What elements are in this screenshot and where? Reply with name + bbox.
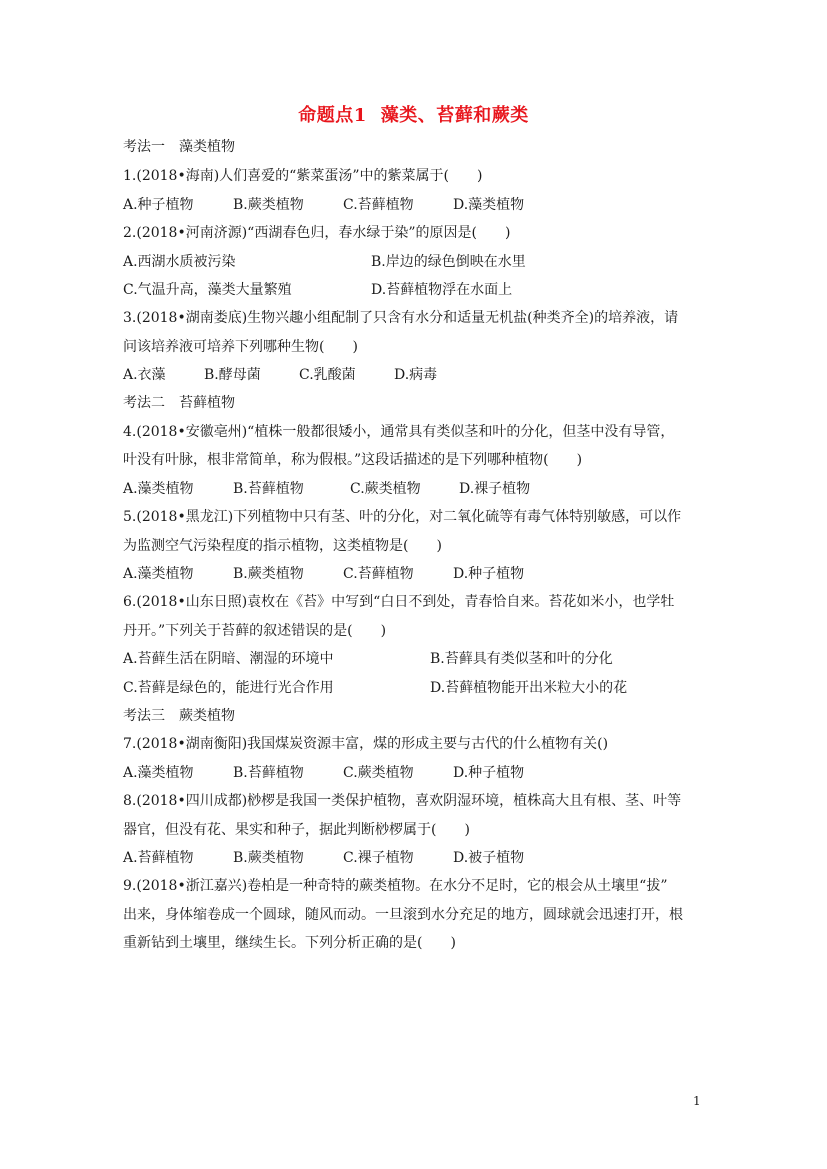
option: C.苔藓是绿色的，能进行光合作用 <box>123 680 334 696</box>
section-heading: 考法三 蕨类植物 <box>123 708 235 724</box>
option: B.蕨类植物 <box>233 197 304 213</box>
option: B.苔藓植物 <box>233 481 304 497</box>
option: A.西湖水质被污染 <box>123 254 236 270</box>
option: C.乳酸菌 <box>299 367 356 383</box>
page-number: 1 <box>693 1094 701 1108</box>
question-text: 为监测空气污染程度的指示植物，这类植物是( ) <box>123 538 442 554</box>
question-text: 2.(2018•河南济源)“西湖春色归，春水绿于染”的原因是( ) <box>123 225 511 241</box>
option: B.蕨类植物 <box>233 850 304 866</box>
question-text: 叶没有叶脉，根非常简单，称为假根。”这段话描述的是下列哪种植物( ) <box>123 452 583 468</box>
option: B.苔藓植物 <box>233 765 304 781</box>
option: D.苔藓植物能开出米粒大小的花 <box>430 680 628 696</box>
question-text: 8.(2018•四川成都)桫椤是我国一类保护植物，喜欢阴湿环境，植株高大且有根、茎、叶等 <box>123 793 682 809</box>
option: A.苔藓植物 <box>123 850 194 866</box>
question-text: 7.(2018•湖南衡阳)我国煤炭资源丰富，煤的形成主要与古代的什么植物有关() <box>123 736 609 752</box>
option: D.被子植物 <box>453 850 525 866</box>
option: B.酵母菌 <box>204 367 261 383</box>
option: C.苔藓植物 <box>343 566 414 582</box>
option: B.苔藓具有类似茎和叶的分化 <box>430 651 613 667</box>
option: D.藻类植物 <box>453 197 525 213</box>
option: C.苔藓植物 <box>343 197 414 213</box>
question-text: 6.(2018•山东日照)袁枚在《苔》中写到“白日不到处，青春恰自来。苔花如米小，也学牡 <box>123 594 675 610</box>
question-text: 9.(2018•浙江嘉兴)卷柏是一种奇特的蕨类植物。在水分不足时，它的根会从土壤里“拔” <box>123 878 668 894</box>
question-text: 丹开。”下列关于苔藓的叙述错误的是( ) <box>123 623 387 639</box>
page-title <box>0 101 827 127</box>
option: D.种子植物 <box>453 765 525 781</box>
title-part1: 命题点1 <box>298 105 367 126</box>
option: D.苔藓植物浮在水面上 <box>371 282 513 298</box>
question-text: 问该培养液可培养下列哪种生物( ) <box>123 339 358 355</box>
option: D.病毒 <box>394 367 438 383</box>
option: B.蕨类植物 <box>233 566 304 582</box>
option: D.裸子植物 <box>459 481 531 497</box>
question-text: 3.(2018•湖南娄底)生物兴趣小组配制了只含有水分和适量无机盐(种类齐全)的培养液，请 <box>123 310 679 326</box>
option: C.蕨类植物 <box>350 481 421 497</box>
option: B.岸边的绿色倒映在水里 <box>371 254 526 270</box>
option: A.种子植物 <box>123 197 194 213</box>
option: A.苔藓生活在阴暗、潮湿的环境中 <box>123 651 334 667</box>
section-heading: 考法一 藻类植物 <box>123 139 235 155</box>
question-text: 重新钻到土壤里，继续生长。下列分析正确的是( ) <box>123 935 456 951</box>
option: C.蕨类植物 <box>343 765 414 781</box>
question-text: 4.(2018•安徽亳州)“植株一般都很矮小，通常具有类似茎和叶的分化，但茎中没有导管， <box>123 424 675 440</box>
option: D.种子植物 <box>453 566 525 582</box>
option: A.衣藻 <box>123 367 166 383</box>
option: A.藻类植物 <box>123 765 194 781</box>
option: C.裸子植物 <box>343 850 414 866</box>
question-text: 1.(2018•海南)人们喜爱的“紫菜蛋汤”中的紫菜属于( ) <box>123 168 483 184</box>
question-text: 5.(2018•黑龙江)下列植物中只有茎、叶的分化，对二氧化硫等有毒气体特别敏感，可以作 <box>123 509 682 525</box>
section-heading: 考法二 苔藓植物 <box>123 395 235 411</box>
option: A.藻类植物 <box>123 566 194 582</box>
option: C.气温升高，藻类大量繁殖 <box>123 282 292 298</box>
option: A.藻类植物 <box>123 481 194 497</box>
question-text: 器官，但没有花、果实和种子，据此判断桫椤属于( ) <box>123 822 470 838</box>
title-part2: 藻类、苔藓和蕨类 <box>380 105 529 126</box>
question-text: 出来，身体缩卷成一个圆球，随风而动。一旦滚到水分充足的地方，圆球就会迅速打开，根 <box>123 907 683 923</box>
